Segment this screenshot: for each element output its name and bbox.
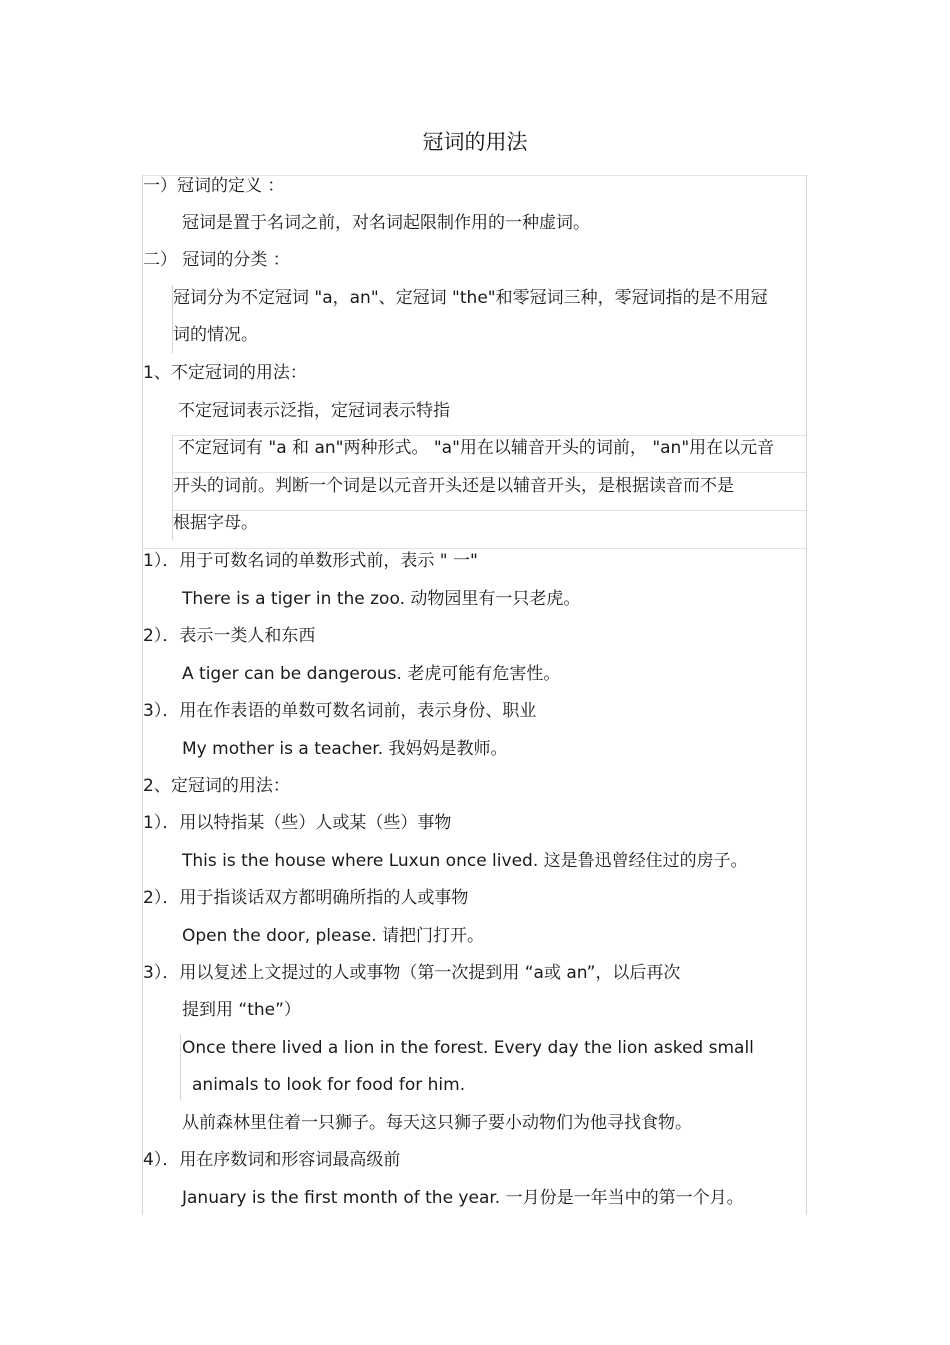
paragraph: 不定冠词表示泛指，定冠词表示特指 bbox=[178, 401, 450, 421]
example-sentence: There is a tiger in the zoo. 动物园里有一只老虎。 bbox=[182, 589, 581, 609]
section-heading: 2、定冠词的用法： bbox=[143, 776, 290, 796]
example-sentence: A tiger can be dangerous. 老虎可能有危害性。 bbox=[182, 664, 561, 684]
row-border bbox=[172, 510, 806, 511]
paragraph: 词的情况。 bbox=[173, 325, 258, 345]
example-sentence: This is the house where Luxun once lived. 这是鲁迅曾经住过的房子。 bbox=[182, 851, 748, 871]
paragraph: 不定冠词有 "a 和 an"两种形式。 "a"用在以辅音开头的词前， "an"用在以元音 bbox=[178, 438, 775, 458]
section-heading: 1、不定冠词的用法： bbox=[143, 363, 307, 383]
rule-item: 1）．用以特指某（些）人或某（些）事物 bbox=[143, 813, 452, 833]
rule-item: 3）．用以复述上文提过的人或事物（第一次提到用 “a或 an”，以后再次 bbox=[143, 963, 681, 983]
rule-item: 1）．用于可数名词的单数形式前，表示 " 一" bbox=[143, 551, 478, 571]
example-sentence-continued: animals to look for food for him. bbox=[192, 1075, 466, 1095]
row-border bbox=[172, 472, 806, 473]
example-sentence: January is the first month of the year. 一月份是一年当中的第一个月。 bbox=[182, 1188, 744, 1208]
rule-item: 2）．表示一类人和东西 bbox=[143, 626, 316, 646]
row-border bbox=[142, 548, 806, 549]
row-border bbox=[172, 435, 806, 436]
rule-item: 2）．用于指谈话双方都明确所指的人或事物 bbox=[143, 888, 469, 908]
rule-item: 4）．用在序数词和形容词最高级前 bbox=[143, 1150, 401, 1170]
paragraph: 开头的词前。判断一个词是以元音开头还是以辅音开头，是根据读音而不是 bbox=[173, 476, 734, 496]
paragraph: 根据字母。 bbox=[173, 513, 258, 533]
rule-item: 3）．用在作表语的单数可数名词前，表示身份、职业 bbox=[143, 701, 537, 721]
inner-border bbox=[180, 1035, 181, 1100]
page-title: 冠词的用法 bbox=[422, 130, 528, 154]
example-sentence: Once there lived a lion in the forest. Every day the lion asked small bbox=[182, 1038, 754, 1058]
right-border bbox=[806, 175, 807, 1215]
section-heading: 一）冠词的定义 ： bbox=[143, 176, 285, 196]
left-border bbox=[142, 175, 143, 1215]
paragraph: 冠词分为不定冠词 "a，an"、定冠词 "the"和零冠词三种，零冠词指的是不用冠 bbox=[173, 288, 768, 308]
section-heading: 二） 冠词的分类 ： bbox=[143, 250, 290, 270]
example-sentence: Open the door, please. 请把门打开。 bbox=[182, 926, 485, 946]
example-sentence: My mother is a teacher. 我妈妈是教师。 bbox=[182, 739, 508, 759]
paragraph: 冠词是置于名词之前，对名词起限制作用的一种虚词。 bbox=[182, 213, 590, 233]
rule-item-continued: 提到用 “the”） bbox=[182, 1000, 301, 1020]
example-translation: 从前森林里住着一只狮子。每天这只狮子要小动物们为他寻找食物。 bbox=[182, 1113, 692, 1133]
